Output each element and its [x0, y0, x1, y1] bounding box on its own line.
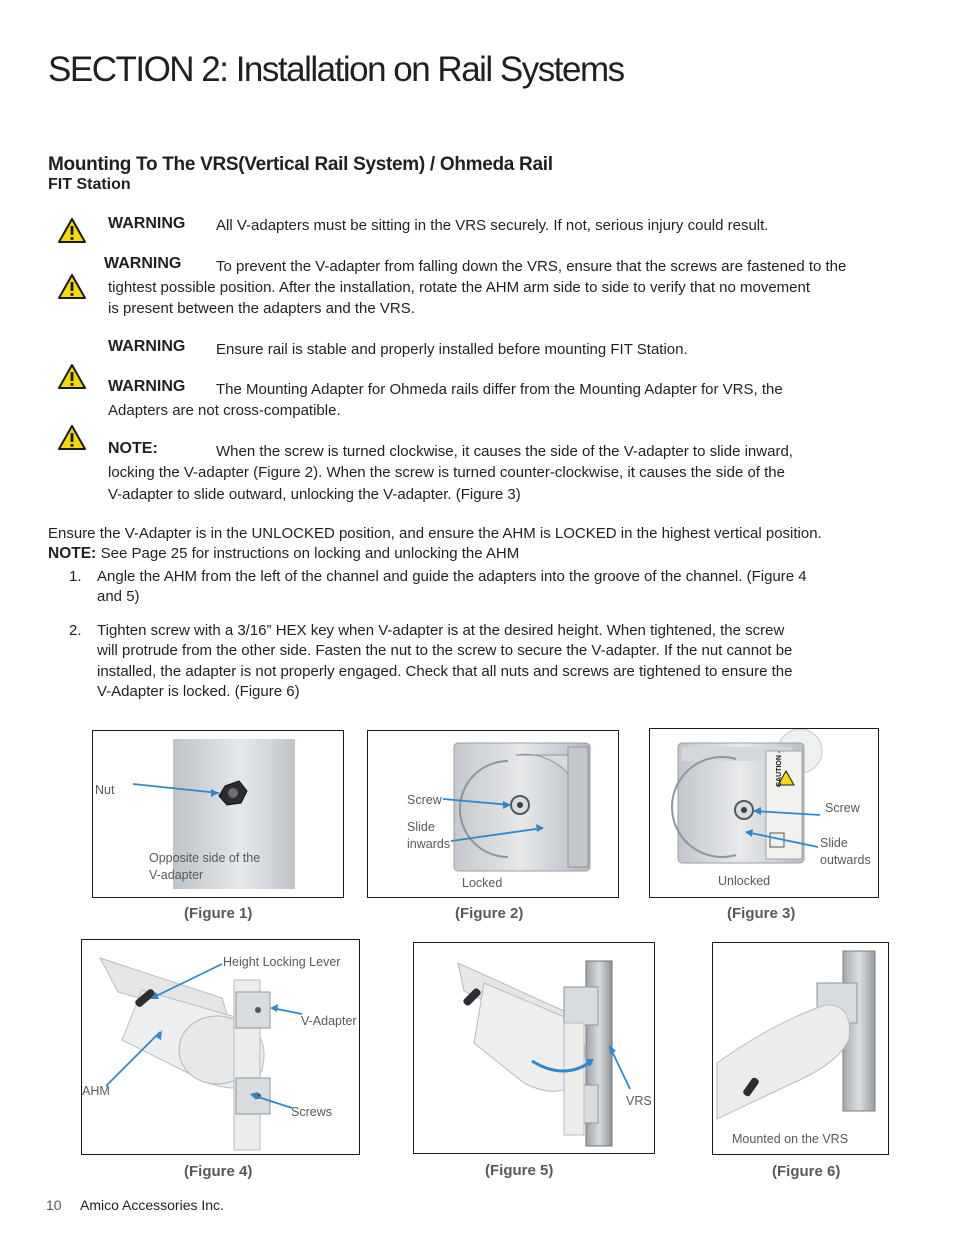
note-label: NOTE:: [108, 440, 158, 457]
figure-1-caption: (Figure 1): [184, 905, 253, 922]
label-mounted: Mounted on the VRS: [732, 1132, 849, 1146]
note-text: V-adapter to slide outward, unlocking the V-adapter. (Figure 3): [108, 486, 521, 503]
note-text: When the screw is turned clockwise, it causes the side of the V-adapter to slide inward,: [216, 443, 793, 460]
label-slide: Slide: [407, 820, 435, 834]
figure-1-photo: [93, 731, 343, 897]
warning-icon: [57, 217, 87, 244]
section-title: SECTION 2: Installation on Rail Systems: [48, 50, 624, 89]
step-number: 1.: [69, 568, 82, 585]
label-slide: outwards: [820, 853, 871, 867]
warning-text: All V-adapters must be sitting in the VRS securely. If not, serious injury could result.: [216, 217, 769, 234]
warning-icon: [57, 363, 87, 390]
figure-3-caption: (Figure 3): [727, 905, 796, 922]
warning-text: Ensure rail is stable and properly installed before mounting FIT Station.: [216, 341, 688, 358]
figure-2-caption: (Figure 2): [455, 905, 524, 922]
note-line: [48, 543, 519, 564]
figure-6: [712, 942, 889, 1155]
figure-3: [649, 728, 879, 898]
figure-5-caption: (Figure 5): [485, 1162, 554, 1179]
label-nut: Nut: [95, 783, 115, 797]
label-screw: Screw: [407, 793, 442, 807]
figure-5: [413, 942, 655, 1154]
warning-icon: [57, 273, 87, 300]
warning-label: WARNING: [108, 378, 186, 395]
note-text: See Page 25 for instructions on locking and unlocking the AHM: [100, 545, 520, 562]
warning-text: Adapters are not cross-compatible.: [108, 402, 341, 419]
warning-label: WARNING: [108, 215, 186, 232]
step-text: installed, the adapter is not properly engaged. Check that all nuts and screws are tightened to ensure the: [97, 663, 793, 680]
label-opposite: V-adapter: [149, 868, 204, 882]
step-number: 2.: [69, 622, 82, 639]
figure-6-caption: (Figure 6): [772, 1163, 841, 1180]
figure-4-photo: [82, 940, 359, 1154]
step-text: and 5): [97, 588, 140, 605]
label-screws: Screws: [291, 1105, 332, 1119]
label-ahm: AHM: [82, 1084, 110, 1098]
step-text: will protrude from the other side. Fasten the nut to the screw to secure the V-adapter. If the nut cannot be: [97, 642, 793, 659]
caution-label: CAUTION -: [776, 750, 783, 787]
figure-4: [81, 939, 360, 1155]
warning-text: The Mounting Adapter for Ohmeda rails differ from the Mounting Adapter for VRS, the: [216, 381, 783, 398]
page-number: 10: [46, 1197, 62, 1213]
figure-1: [92, 730, 344, 898]
figure-2: [367, 730, 619, 898]
intro-text: Ensure the V-Adapter is in the UNLOCKED position, and ensure the AHM is LOCKED in the highest vertical position.: [48, 525, 822, 542]
footer-company: Amico Accessories Inc.: [80, 1197, 224, 1213]
label-screw: Screw: [825, 801, 860, 815]
figure-4-caption: (Figure 4): [184, 1163, 253, 1180]
step-text: Tighten screw with a 3/16” HEX key when V-adapter is at the desired height. When tightened, the screw: [97, 622, 785, 639]
warning-label: WARNING: [108, 338, 186, 355]
label-state: Locked: [462, 876, 503, 890]
figure-2-photo: [368, 731, 618, 897]
warning-label: WARNING: [104, 255, 182, 272]
section-subtitle: Mounting To The VRS(Vertical Rail System) / Ohmeda Rail: [48, 154, 553, 175]
warning-text: tightest possible position. After the installation, rotate the AHM arm side to side to verify that no movement: [108, 279, 811, 296]
label-vadapter: V-Adapter: [301, 1014, 357, 1028]
label-opposite: Opposite side of the: [149, 851, 261, 865]
label-slide: Slide: [820, 836, 848, 850]
warning-text: is present between the adapters and the VRS.: [108, 300, 415, 317]
step-text: Angle the AHM from the left of the channel and guide the adapters into the groove of the channel. (Figure 4: [97, 568, 807, 585]
label-slide: inwards: [407, 837, 451, 851]
note-text: locking the V-adapter (Figure 2). When the screw is turned counter-clockwise, it causes the side of the: [108, 464, 785, 481]
step-text: V-Adapter is locked. (Figure 6): [97, 683, 300, 700]
note-label: NOTE:: [48, 545, 97, 562]
warning-text: To prevent the V-adapter from falling down the VRS, ensure that the screws are fastened to the: [216, 258, 847, 275]
figure-5-photo: [414, 943, 654, 1153]
figure-6-photo: [713, 943, 888, 1154]
warning-icon: [57, 424, 87, 451]
label-state: Unlocked: [718, 874, 771, 888]
label-lever: Height Locking Lever: [223, 955, 341, 969]
label-vrs: VRS: [626, 1094, 652, 1108]
section-subtitle-2: FIT Station: [48, 176, 131, 193]
